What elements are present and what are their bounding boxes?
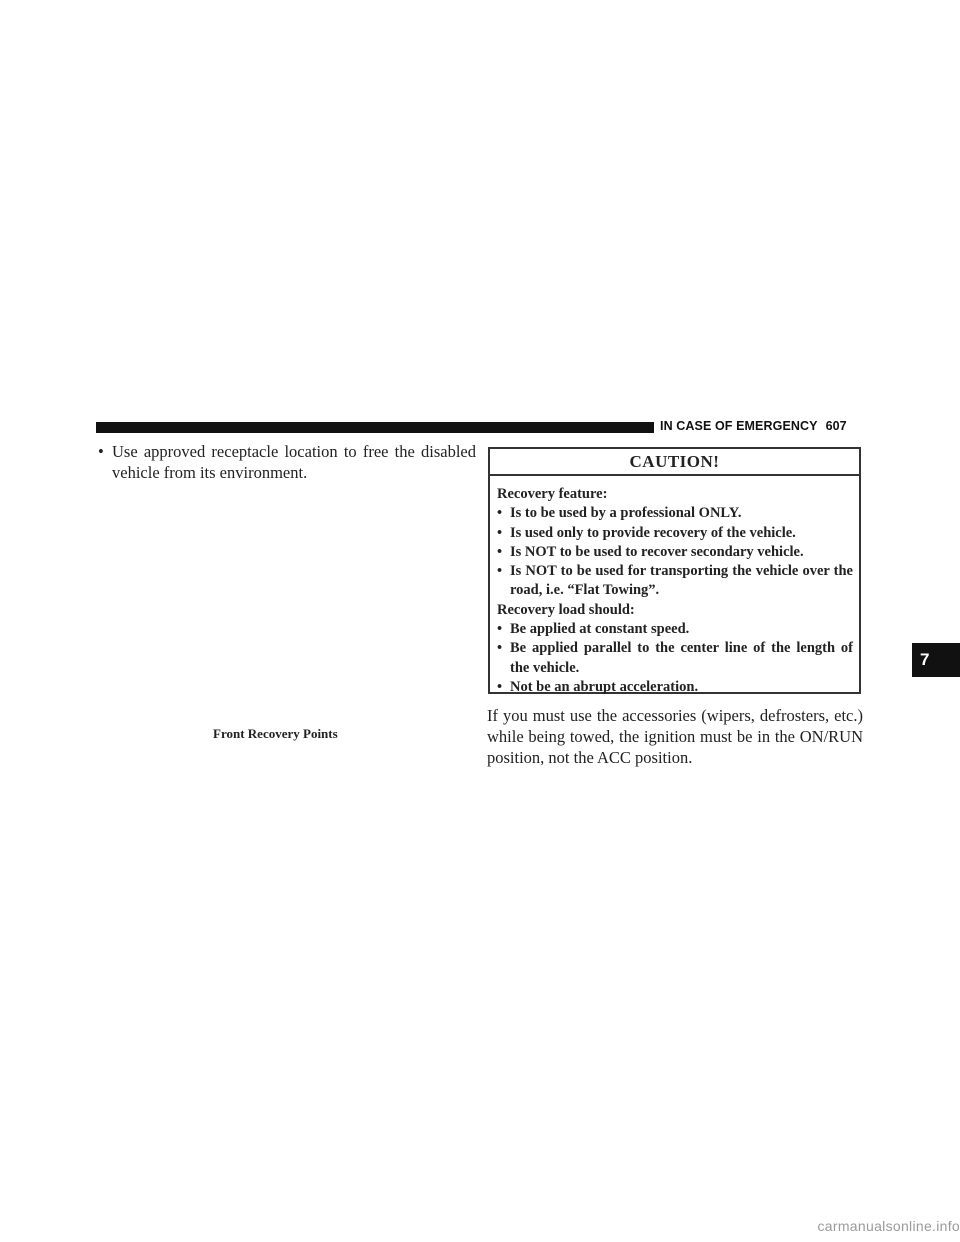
bullet-icon: •: [497, 640, 503, 657]
bullet-text: Use approved receptacle location to free the disabled vehicle from its environment.: [112, 442, 476, 482]
bullet-icon: •: [497, 543, 503, 560]
body-paragraph: If you must use the accessories (wipers, defrosters, etc.) while being towed, the ignition must be in the ON/RUN position, not the ACC position.: [487, 706, 863, 767]
list-item: [497, 678, 853, 697]
bullet-icon: •: [497, 524, 503, 541]
caution-title: CAUTION!: [490, 449, 859, 476]
bullet-icon: •: [497, 678, 503, 695]
list-item: [497, 524, 853, 543]
bullet-icon: •: [497, 563, 503, 580]
list-item: [497, 620, 853, 639]
header-rule: [96, 422, 654, 433]
caution-item: Is to be used by a professional ONLY.: [510, 505, 742, 522]
chapter-tab: 7: [912, 643, 960, 677]
caution-body: [490, 476, 859, 697]
list-item: [497, 543, 853, 562]
running-header: [660, 419, 866, 433]
caution-item: Not be an abrupt acceleration.: [510, 678, 699, 695]
left-bullet-list: [98, 441, 476, 483]
caution-item: Is used only to provide recovery of the vehicle.: [510, 524, 796, 541]
bullet-icon: •: [497, 505, 503, 522]
list-item: [497, 504, 853, 523]
list-item: [497, 639, 853, 678]
caution-item: Is NOT to be used for transporting the vehicle over the road, i.e. “Flat Towing”.: [510, 563, 853, 599]
watermark-text: carmanualsonline.info: [817, 1218, 960, 1234]
list-item: [497, 562, 853, 601]
figure-caption: Front Recovery Points: [213, 726, 338, 741]
page-number: 607: [825, 419, 847, 433]
caution-item: Be applied parallel to the center line of the length of the vehicle.: [510, 640, 853, 676]
recovery-feature-heading: Recovery feature:: [497, 486, 608, 502]
bullet-icon: •: [98, 442, 104, 461]
recovery-load-heading: Recovery load should:: [497, 601, 635, 618]
caution-item: Be applied at constant speed.: [510, 621, 690, 638]
figure-front-recovery-points: [96, 495, 474, 720]
list-item: [98, 441, 476, 483]
caution-box: [488, 447, 861, 694]
caution-item: Is NOT to be used to recover secondary vehicle.: [510, 543, 804, 560]
bullet-icon: •: [497, 621, 503, 638]
section-title: IN CASE OF EMERGENCY: [660, 419, 818, 433]
